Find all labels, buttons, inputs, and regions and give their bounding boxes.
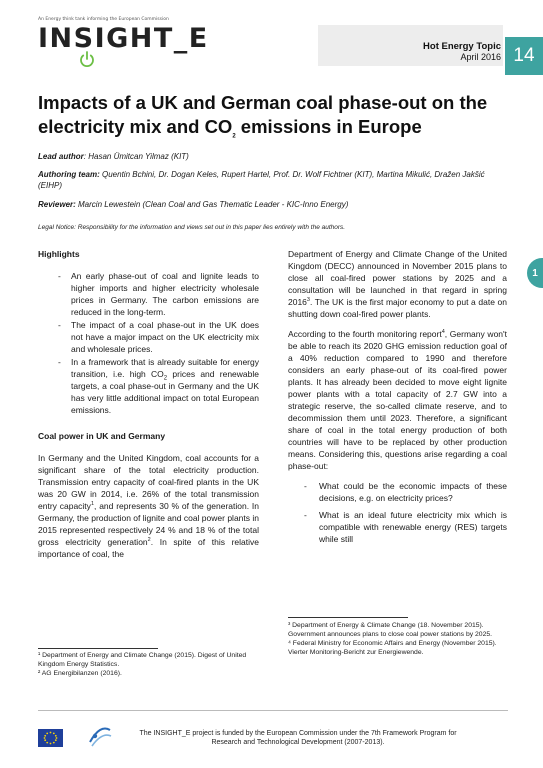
topic-title: Hot Energy Topic bbox=[423, 41, 501, 52]
power-icon bbox=[79, 51, 95, 68]
footnotes-left bbox=[38, 652, 263, 680]
lead-author-value: : Hasan Ümitcan Yilmaz (KIT) bbox=[83, 152, 189, 161]
list-item: - What could be the economic impacts of these decisions, e.g. on electricity prices? bbox=[304, 481, 507, 503]
highlights-list bbox=[38, 270, 259, 416]
eit-logo-icon bbox=[86, 722, 114, 750]
footnotes-right bbox=[288, 622, 507, 658]
monitoring-paragraph: According to the fourth monitoring report$^4$, Germany won't be able to reach its 2020 GHG emission reduction goal of a 40% reduction compared to 1990 and therefore considers an early phase-out of its coal-fired power plants. It has already been decided to move eight lignite power plants with a total capacity of 2.7 GW into a strategic reserve, the so-called climate reserve, and to decommission them until 2023. Therefore, a significant share of coal in the total energy production of both countries will have to be replaced by other production means. Considering this, questions arise regarding a coal phase-out: bbox=[288, 329, 508, 471]
footnote-divider bbox=[288, 617, 408, 618]
highlights-heading: Highlights bbox=[38, 249, 80, 259]
logo-tagline: An Energy think tank informing the European Commission bbox=[38, 17, 169, 22]
coal-section-heading: Coal power in UK and Germany bbox=[38, 431, 166, 441]
footer-divider bbox=[38, 710, 508, 711]
title-tail: emissions in Europe bbox=[235, 116, 422, 137]
topic-number-badge: 14 bbox=[505, 37, 543, 75]
footnote: ⁴ Federal Ministry for Economic Affairs and Energy (November 2015). Vierter Monitoring-Bericht zur Energiewende. bbox=[288, 640, 497, 656]
eu-flag-icon bbox=[38, 729, 63, 747]
insight-e-logo: INSIGHT_E bbox=[38, 23, 209, 54]
footnote: ² AG Energibilanzen (2016). bbox=[38, 670, 122, 677]
list-item: - An early phase-out of coal and lignite leads to higher imports and higher electricity wholesale prices in Germany. The carbon emissions are reduced in the long-term. bbox=[58, 271, 259, 317]
authoring-team-label: Authoring team: bbox=[38, 170, 100, 179]
authoring-team bbox=[38, 169, 508, 191]
list-item: - What is an ideal future electricity mix which is compatible with renewable energy (RES) targets while still bbox=[304, 510, 507, 544]
title-subscript: 2 bbox=[232, 133, 236, 140]
list-item: - In a framework that is already suitable for energy transition, i.e. high $CO_2$ prices and renewable targets, a coal phase-out in Germany and the UK has very little additional impact on total European emissions. bbox=[58, 357, 259, 415]
left-column bbox=[38, 248, 259, 568]
right-column bbox=[288, 248, 507, 553]
lead-author bbox=[38, 151, 508, 162]
document-title bbox=[38, 91, 508, 139]
footnote-divider bbox=[38, 648, 158, 649]
questions-list bbox=[288, 480, 507, 545]
footnote: ¹ Department of Energy and Climate Change (2015). Digest of United Kingdom Energy Statistics. bbox=[38, 652, 247, 668]
legal-notice: Legal Notice: Responsibility for the information and views set out in this paper lies entirely with the authors. bbox=[38, 224, 346, 231]
reviewer bbox=[38, 199, 508, 210]
footer-funding-note: The INSIGHT_E project is funded by the European Commission under the 7th Framework Program for Research and Technological Development (2007-2013). bbox=[139, 730, 457, 746]
footnote: ³ Department of Energy & Climate Change (18. November 2015). Government announces plans to close coal power stations by 2025. bbox=[288, 622, 493, 638]
title-main: Impacts of a UK and German coal phase-out on the electricity mix and CO bbox=[38, 92, 488, 137]
reviewer-label: Reviewer: bbox=[38, 200, 76, 209]
lead-author-label: Lead author bbox=[38, 152, 84, 161]
page-marker-tab: 1 bbox=[527, 258, 543, 288]
list-item: - The impact of a coal phase-out in the UK does not have a major impact on the UK electricity mix and wholesale prices. bbox=[58, 320, 259, 354]
coal-section-paragraph: In Germany and the United Kingdom, coal accounts for a significant share of the total electricity production. Transmission entry capacity of coal-fired plants in the UK was 20 GW in 2014, i.e. 26% of the total transmission entry capacity$^1$, and represents 30 % of the generation. In Germany, the production of lignite and coal power plants in 2015 represented respectively 24 % and 18 % of the total gross electricity generation$^2$. In spite of this relative importance of coal, the bbox=[38, 453, 259, 559]
decc-paragraph: Department of Energy and Climate Change of the United Kingdom (DECC) announced in November 2015 plans to close all coal-fired power stations by 2025 and a consultation will be launched in that regard in spring 2016$^3$. The UK is the first major economy to put a date on shutting down coal-fired power plants. bbox=[288, 249, 507, 319]
authoring-team-value: Quentin Bchini, Dr. Dogan Keles, Rupert Hartel, Prof. Dr. Wolf Fichtner (KIT), Martina Mikulić, Dražen Jakšić (EIHP) bbox=[38, 170, 485, 190]
topic-date: April 2016 bbox=[460, 52, 501, 62]
reviewer-value: Marcin Lewestein (Clean Coal and Gas Thematic Leader - KIC-Inno Energy) bbox=[75, 200, 349, 209]
